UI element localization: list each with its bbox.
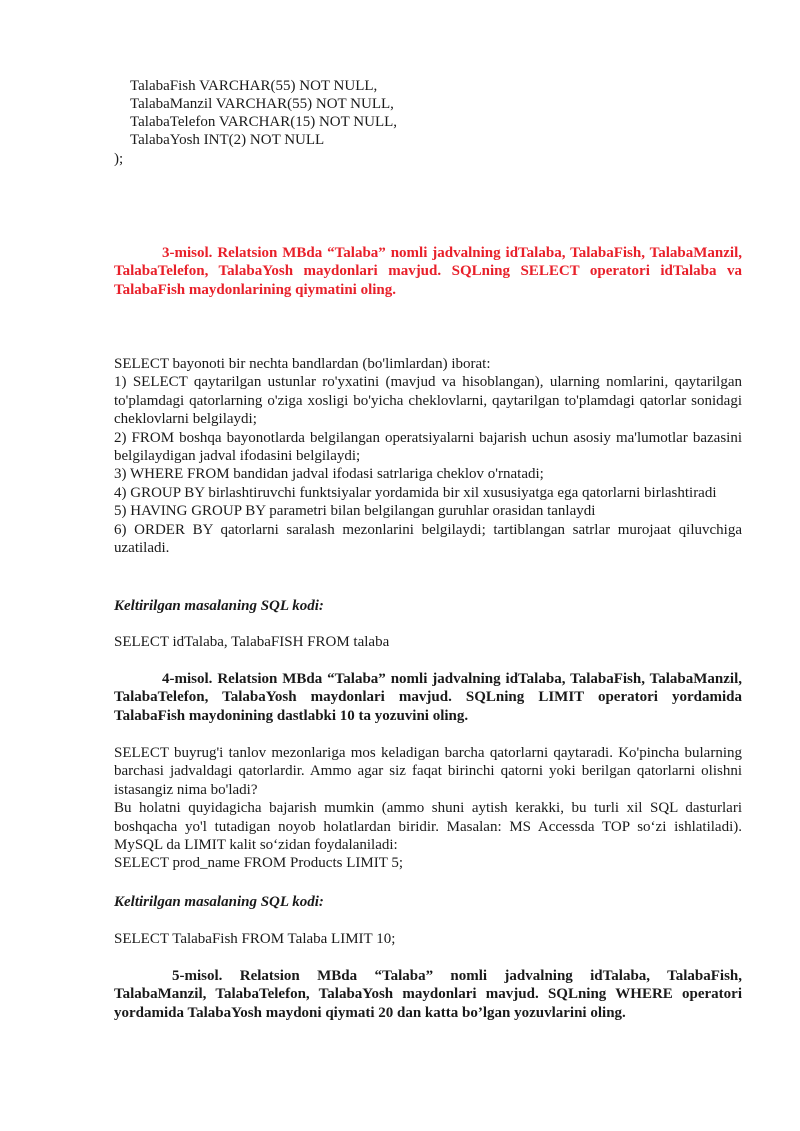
explanation-paragraph: SELECT prod_name FROM Products LIMIT 5; — [114, 855, 404, 872]
code-label: Keltirilgan masalaning SQL kodi: — [114, 894, 324, 910]
explanation-paragraph: SELECT buyrug'i tanlov mezonlariga mos keladigan barcha qatorlarni qaytaradi. Ko'pincha bularning barchasi jadvaldagi qatorlardir. Ammo agar siz faqat birinchi qatorni yoki berilgan qatorlarni olishni istasangiz nima bo'ladi? — [114, 745, 742, 798]
explanation-paragraph: 4) GROUP BY birlashtiruvchi funktsiyalar yordamida bir xil xususiyatga ega qatorlarni birlashtiradi — [114, 484, 717, 501]
explanation-paragraph: 3) WHERE FROM bandidan jadval ifodasi satrlariga cheklov o'rnatadi; — [114, 466, 544, 483]
sql-code: SELECT idTalaba, TalabaFISH FROM talaba — [114, 634, 390, 650]
example-4-heading: 4-misol. Relatsion MBda “Talaba” nomli jadvalning idTalaba, TalabaFish, TalabaManzil, TalabaTelefon, TalabaYosh maydonlari mavjud. SQLning LIMIT operatori yordamida TalabaFish maydonining dastlabki 10 ta yozuvini oling. — [114, 671, 742, 724]
explanation-paragraph: 5) HAVING GROUP BY parametri bilan belgilangan guruhlar orasidan tanlaydi — [114, 503, 596, 520]
explanation-paragraph: SELECT bayonoti bir nechta bandlardan (bo'limlardan) iborat: — [114, 356, 491, 372]
example-5-heading: 5-misol. Relatsion MBda “Talaba” nomli jadvalning idTalaba, TalabaFish, TalabaManzil, TalabaTelefon, TalabaYosh maydonlari mavjud. SQLning WHERE operatori yordamida TalabaYosh maydoni qiymati 20 dan katta bo’lgan yozuvlarini oling. — [114, 968, 742, 1021]
example-3-explanation — [114, 355, 742, 557]
code-closing: ); — [114, 151, 124, 167]
explanation-paragraph: Bu holatni quyidagicha bajarish mumkin (ammo shuni aytish kerakki, bu turli xil SQL dasturlari boshqacha yo'l tutadigan noyob holatlardan biridir. Masalan: MS Accessda TOP so‘zi ishlatiladi). MySQL da LIMIT kalit so‘zidan foydalaniladi: — [114, 800, 742, 854]
code-line: TalabaManzil VARCHAR(55) NOT NULL, — [130, 96, 394, 112]
explanation-paragraph: 6) ORDER BY qatorlarni saralash mezonlarini belgilaydi; tartiblangan satrlar murojaat qiluvchiga uzatiladi. — [114, 521, 742, 557]
example-4-explanation — [114, 744, 742, 873]
code-line: TalabaYosh INT(2) NOT NULL — [130, 132, 325, 148]
code-line: TalabaTelefon VARCHAR(15) NOT NULL, — [130, 114, 398, 130]
code-label: Keltirilgan masalaning SQL kodi: — [114, 598, 324, 614]
example-3-heading: 3-misol. Relatsion MBda “Talaba” nomli jadvalning idTalaba, TalabaFish, TalabaManzil, TalabaTelefon, TalabaYosh maydonlari mavjud. SQLning SELECT operatori idTalaba va TalabaFish maydonlarining qiymatini oling. — [114, 245, 742, 298]
explanation-paragraph: 2) FROM boshqa bayonotlarda belgilangan operatsiyalarni bajarish uchun asosiy ma'lumotlar bazasini belgilaydigan jadval ifodasini belgilaydi; — [114, 429, 742, 465]
sql-code: SELECT TalabaFish FROM Talaba LIMIT 10; — [114, 931, 396, 947]
code-line: TalabaFish VARCHAR(55) NOT NULL, — [130, 78, 378, 94]
explanation-paragraph: 1) SELECT qaytarilgan ustunlar ro'yxatini (mavjud va hisoblangan), ularning nomlarini, qaytarilgan to'plamdagi qatorlarning o'ziga xosligi bo'yicha cheklovlarni, qaytarilgan to'plamdagi qatorlar sonidagi cheklovlarni belgilaydi; — [114, 374, 742, 428]
